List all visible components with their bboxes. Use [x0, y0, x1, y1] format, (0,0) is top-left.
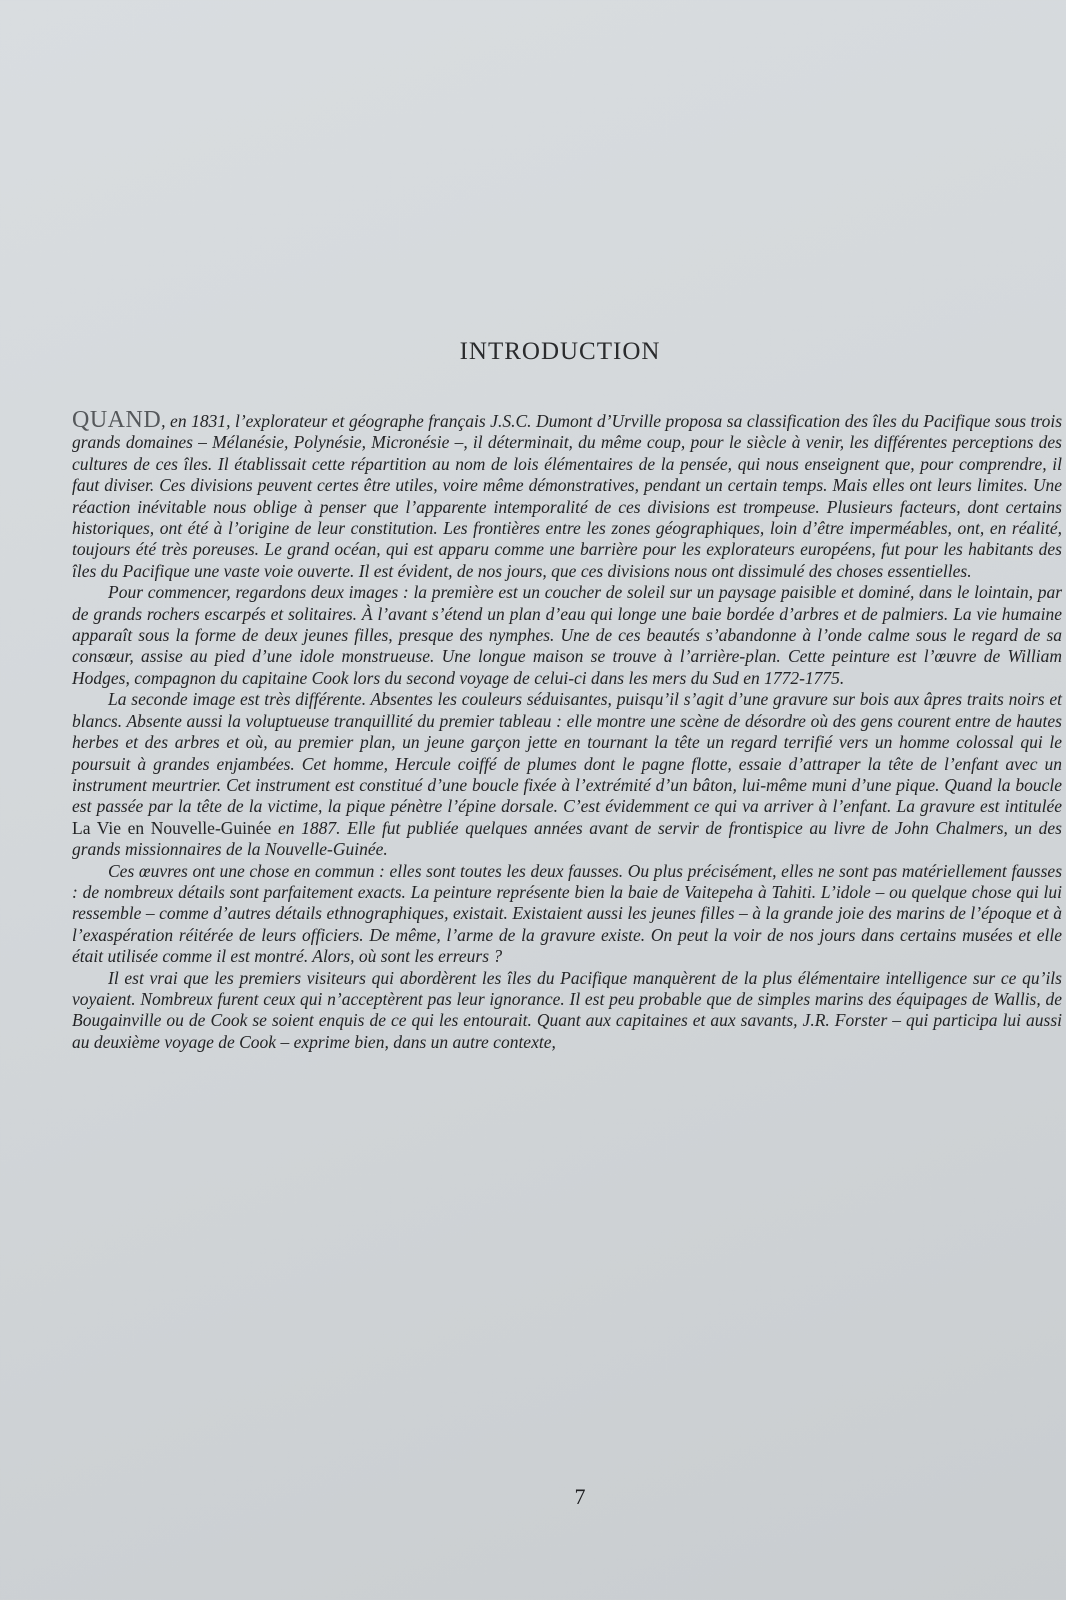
paragraph-5: Il est vrai que les premiers visiteurs qui abordèrent les îles du Pacifique manquèrent de la plus élémentaire intelligence sur ce qu’ils voyaient. Nombreux furent ceux qui n’acceptèrent pas leur ignorance. Il est peu probable que de simples marins des équipages de Wallis, de Bougainville ou de Cook se soient enquis de ce qui les entourait. Quant aux capitaines et aux savants, J.R. Forster – qui participa lui aussi au deuxième voyage de Cook – exprime bien, dans un autre contexte,	[72, 967, 1062, 1052]
page-title: INTRODUCTION	[459, 338, 661, 365]
paragraph-1-text: , en 1831, l’explorateur et géographe français J.S.C. Dumont d’Urville proposa sa classification des îles du Pacifique sous trois grands domaines – Mélanésie, Polynésie, Micronésie –, il déterminait, du même coup, pour le siècle à venir, les différentes perceptions des cultures de ces îles. Il établissait cette répartition au nom de lois élémentaires de la pensée, qui nous enseignent que, pour comprendre, il faut diviser. Ces divisions peuvent certes être utiles, voire même démonstratives, pendant un certain temps. Mais elles ont leurs limites. Une réaction inévitable nous oblige à penser que l’apparente intemporalité de ces divisions est trompeuse. Plusieurs facteurs, dont certains historiques, ont été à l’origine de leur constitution. Les frontières entre les zones géographiques, loin d’être imperméables, ont, en réalité, toujours été très poreuses. Le grand océan, qui est apparu comme une barrière pour les explorateurs européens, fut pour les habitants des îles du Pacifique une vaste voie ouverte. Il est évident, de nos jours, que ces divisions nous ont dissimulé des choses essentielles.	[72, 411, 1062, 581]
engraving-title: La Vie en Nouvelle-Guinée	[72, 817, 272, 838]
dropcap: QUAND	[72, 407, 162, 433]
paragraph-3-text-before: La seconde image est très différente. Absentes les couleurs séduisantes, puisqu’il s’agit d’une gravure sur bois aux âpres traits noirs et blancs. Absente aussi la voluptueuse tranquillité du premier tableau : elle montre une scène de désordre où des gens courent entre de hautes herbes et des arbres et où, au premier plan, un jeune garçon jette en tournant la tête un regard terrifié vers un homme colossal qui le poursuit à grandes enjambées. Cet homme, Hercule coiffé de plumes dont le pagne flotte, essaie d’attraper la tête de l’enfant avec un instrument meurtrier. Cet instrument est constitué d’une boucle fixée à l’extrémité d’un bâton, lui-même muni d’une pique. Quand la boucle est passée par la tête de la victime, la pique pénètre l’épine dorsale. C’est évidemment ce qui va arriver à l’enfant. La gravure est intitulée	[72, 689, 1062, 817]
paragraph-3-text-after: en 1887. Elle fut publiée quelques années avant de servir de frontispice au livre de John Chalmers, un des grands missionnaires de la Nouvelle-Guinée.	[72, 817, 1062, 860]
paragraph-4: Ces œuvres ont une chose en commun : elles sont toutes les deux fausses. Ou plus précisément, elles ne sont pas matériellement fausses : de nombreux détails sont parfaitement exacts. La peinture représente bien la baie de Vaitepeha à Tahiti. L’idole – ou quelque chose qui lui ressemble – comme d’autres détails ethnographiques, existait. Existaient aussi les jeunes filles – à la grande joie des marins de l’époque et à l’exaspération réitérée de leurs officiers. De même, l’arme de la gravure existe. On peut la voir de nos jours dans certains musées et elle était utilisée comme il est montré. Alors, où sont les erreurs ?	[72, 860, 1062, 967]
paragraph-3	[72, 689, 1062, 860]
paragraph-1	[72, 407, 1062, 582]
paragraph-2: Pour commencer, regardons deux images : la première est un coucher de soleil sur un paysage paisible et dominé, dans le lointain, par de grands rochers escarpés et solitaires. À l’avant s’étend un plan d’eau qui longe une baie bordée d’arbres et de palmiers. La vie humaine apparaît sous la forme de deux jeunes filles, presque des nymphes. Une de ces beautés s’abandonne à l’onde calme sous le regard de sa consœur, assise au pied d’une idole monstrueuse. Une longue maison se trouve à l’arrière-plan. Cette peinture est l’œuvre de William Hodges, compagnon du capitaine Cook lors du second voyage de celui-ci dans les mers du Sud en 1772-1775.	[72, 582, 1062, 688]
body-text	[72, 407, 1062, 1053]
page-number: 7	[574, 1484, 586, 1509]
